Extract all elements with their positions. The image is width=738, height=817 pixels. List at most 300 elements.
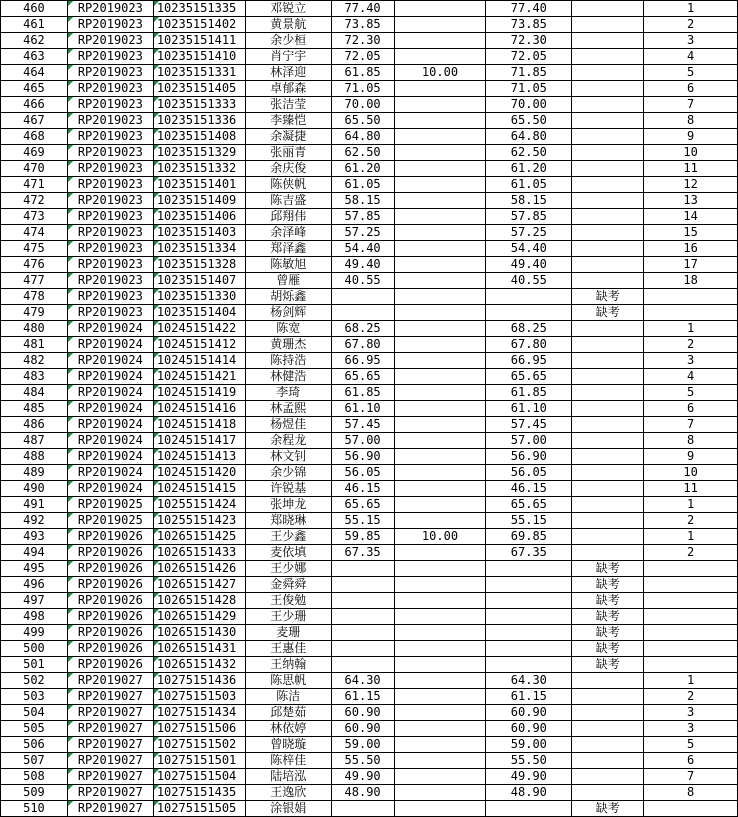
written-score-cell[interactable]: 61.15 — [331, 689, 394, 705]
row-index-cell[interactable]: 467 — [1, 113, 68, 129]
position-code-cell[interactable]: RP2019027 — [67, 753, 153, 769]
position-code-cell[interactable]: RP2019026 — [67, 529, 153, 545]
candidate-name-cell[interactable]: 杨剑辉 — [245, 305, 331, 321]
bonus-score-cell[interactable] — [394, 129, 486, 145]
position-code-cell[interactable]: RP2019027 — [67, 721, 153, 737]
remark-cell[interactable] — [572, 753, 644, 769]
total-score-cell[interactable]: 40.55 — [486, 273, 572, 289]
rank-cell[interactable]: 7 — [644, 417, 738, 433]
remark-cell[interactable] — [572, 209, 644, 225]
bonus-score-cell[interactable] — [394, 545, 486, 561]
ticket-number-cell[interactable]: 10245151418 — [153, 417, 245, 433]
rank-cell[interactable]: 1 — [644, 1, 738, 17]
written-score-cell[interactable]: 61.10 — [331, 401, 394, 417]
bonus-score-cell[interactable] — [394, 433, 486, 449]
ticket-number-cell[interactable]: 10235151405 — [153, 81, 245, 97]
written-score-cell[interactable]: 65.65 — [331, 369, 394, 385]
total-score-cell[interactable]: 55.50 — [486, 753, 572, 769]
position-code-cell[interactable]: RP2019027 — [67, 689, 153, 705]
total-score-cell[interactable]: 73.85 — [486, 17, 572, 33]
ticket-number-cell[interactable]: 10265151433 — [153, 545, 245, 561]
ticket-number-cell[interactable]: 10245151421 — [153, 369, 245, 385]
written-score-cell[interactable]: 49.40 — [331, 257, 394, 273]
row-index-cell[interactable]: 495 — [1, 561, 68, 577]
ticket-number-cell[interactable]: 10245151416 — [153, 401, 245, 417]
position-code-cell[interactable]: RP2019026 — [67, 545, 153, 561]
total-score-cell[interactable]: 55.15 — [486, 513, 572, 529]
remark-cell[interactable]: 缺考 — [572, 641, 644, 657]
position-code-cell[interactable]: RP2019027 — [67, 769, 153, 785]
rank-cell[interactable]: 3 — [644, 33, 738, 49]
remark-cell[interactable] — [572, 385, 644, 401]
position-code-cell[interactable]: RP2019026 — [67, 593, 153, 609]
total-score-cell[interactable]: 57.45 — [486, 417, 572, 433]
candidate-name-cell[interactable]: 林健浩 — [245, 369, 331, 385]
row-index-cell[interactable]: 501 — [1, 657, 68, 673]
total-score-cell[interactable] — [486, 289, 572, 305]
bonus-score-cell[interactable] — [394, 225, 486, 241]
candidate-name-cell[interactable]: 陈持浩 — [245, 353, 331, 369]
total-score-cell[interactable]: 70.00 — [486, 97, 572, 113]
remark-cell[interactable] — [572, 769, 644, 785]
row-index-cell[interactable]: 509 — [1, 785, 68, 801]
position-code-cell[interactable]: RP2019024 — [67, 321, 153, 337]
position-code-cell[interactable]: RP2019026 — [67, 657, 153, 673]
bonus-score-cell[interactable] — [394, 785, 486, 801]
total-score-cell[interactable]: 65.65 — [486, 497, 572, 513]
candidate-name-cell[interactable]: 王少娜 — [245, 561, 331, 577]
bonus-score-cell[interactable] — [394, 17, 486, 33]
position-code-cell[interactable]: RP2019025 — [67, 497, 153, 513]
rank-cell[interactable]: 2 — [644, 689, 738, 705]
candidate-name-cell[interactable]: 黄景航 — [245, 17, 331, 33]
rank-cell[interactable]: 13 — [644, 193, 738, 209]
total-score-cell[interactable]: 59.00 — [486, 737, 572, 753]
ticket-number-cell[interactable]: 10235151401 — [153, 177, 245, 193]
rank-cell[interactable]: 9 — [644, 449, 738, 465]
position-code-cell[interactable]: RP2019023 — [67, 1, 153, 17]
candidate-name-cell[interactable]: 余少桓 — [245, 33, 331, 49]
candidate-name-cell[interactable]: 李臻恺 — [245, 113, 331, 129]
row-index-cell[interactable]: 489 — [1, 465, 68, 481]
position-code-cell[interactable]: RP2019027 — [67, 801, 153, 817]
position-code-cell[interactable]: RP2019023 — [67, 49, 153, 65]
written-score-cell[interactable]: 57.85 — [331, 209, 394, 225]
row-index-cell[interactable]: 492 — [1, 513, 68, 529]
bonus-score-cell[interactable] — [394, 145, 486, 161]
ticket-number-cell[interactable]: 10275151506 — [153, 721, 245, 737]
remark-cell[interactable] — [572, 273, 644, 289]
rank-cell[interactable]: 16 — [644, 241, 738, 257]
rank-cell[interactable]: 10 — [644, 465, 738, 481]
position-code-cell[interactable]: RP2019024 — [67, 417, 153, 433]
written-score-cell[interactable]: 65.65 — [331, 497, 394, 513]
row-index-cell[interactable]: 483 — [1, 369, 68, 385]
row-index-cell[interactable]: 508 — [1, 769, 68, 785]
bonus-score-cell[interactable] — [394, 769, 486, 785]
written-score-cell[interactable]: 71.05 — [331, 81, 394, 97]
remark-cell[interactable] — [572, 369, 644, 385]
ticket-number-cell[interactable]: 10235151328 — [153, 257, 245, 273]
row-index-cell[interactable]: 486 — [1, 417, 68, 433]
total-score-cell[interactable]: 56.05 — [486, 465, 572, 481]
rank-cell[interactable]: 4 — [644, 49, 738, 65]
written-score-cell[interactable]: 64.80 — [331, 129, 394, 145]
written-score-cell[interactable]: 56.90 — [331, 449, 394, 465]
row-index-cell[interactable]: 490 — [1, 481, 68, 497]
written-score-cell[interactable]: 59.00 — [331, 737, 394, 753]
position-code-cell[interactable]: RP2019023 — [67, 305, 153, 321]
ticket-number-cell[interactable]: 10265151431 — [153, 641, 245, 657]
row-index-cell[interactable]: 481 — [1, 337, 68, 353]
ticket-number-cell[interactable]: 10275151435 — [153, 785, 245, 801]
total-score-cell[interactable]: 65.50 — [486, 113, 572, 129]
position-code-cell[interactable]: RP2019023 — [67, 33, 153, 49]
candidate-name-cell[interactable]: 余庆俊 — [245, 161, 331, 177]
written-score-cell[interactable]: 55.15 — [331, 513, 394, 529]
written-score-cell[interactable] — [331, 609, 394, 625]
ticket-number-cell[interactable]: 10235151404 — [153, 305, 245, 321]
bonus-score-cell[interactable] — [394, 705, 486, 721]
total-score-cell[interactable]: 49.90 — [486, 769, 572, 785]
bonus-score-cell[interactable] — [394, 401, 486, 417]
rank-cell[interactable]: 1 — [644, 497, 738, 513]
candidate-name-cell[interactable]: 邓锐立 — [245, 1, 331, 17]
bonus-score-cell[interactable] — [394, 385, 486, 401]
remark-cell[interactable]: 缺考 — [572, 657, 644, 673]
written-score-cell[interactable]: 46.15 — [331, 481, 394, 497]
row-index-cell[interactable]: 463 — [1, 49, 68, 65]
rank-cell[interactable] — [644, 305, 738, 321]
rank-cell[interactable]: 6 — [644, 401, 738, 417]
position-code-cell[interactable]: RP2019027 — [67, 785, 153, 801]
row-index-cell[interactable]: 469 — [1, 145, 68, 161]
ticket-number-cell[interactable]: 10275151501 — [153, 753, 245, 769]
candidate-name-cell[interactable]: 张丽青 — [245, 145, 331, 161]
bonus-score-cell[interactable] — [394, 1, 486, 17]
remark-cell[interactable] — [572, 321, 644, 337]
candidate-name-cell[interactable]: 余程龙 — [245, 433, 331, 449]
remark-cell[interactable] — [572, 465, 644, 481]
written-score-cell[interactable]: 57.00 — [331, 433, 394, 449]
rank-cell[interactable]: 3 — [644, 353, 738, 369]
row-index-cell[interactable]: 499 — [1, 625, 68, 641]
bonus-score-cell[interactable] — [394, 33, 486, 49]
ticket-number-cell[interactable]: 10235151331 — [153, 65, 245, 81]
written-score-cell[interactable] — [331, 305, 394, 321]
rank-cell[interactable]: 5 — [644, 737, 738, 753]
ticket-number-cell[interactable]: 10235151411 — [153, 33, 245, 49]
bonus-score-cell[interactable] — [394, 641, 486, 657]
position-code-cell[interactable]: RP2019027 — [67, 737, 153, 753]
remark-cell[interactable] — [572, 81, 644, 97]
candidate-name-cell[interactable]: 麦依填 — [245, 545, 331, 561]
written-score-cell[interactable]: 61.20 — [331, 161, 394, 177]
candidate-name-cell[interactable]: 曾晓璇 — [245, 737, 331, 753]
candidate-name-cell[interactable]: 余泽峰 — [245, 225, 331, 241]
ticket-number-cell[interactable]: 10235151336 — [153, 113, 245, 129]
rank-cell[interactable] — [644, 641, 738, 657]
total-score-cell[interactable]: 77.40 — [486, 1, 572, 17]
remark-cell[interactable] — [572, 337, 644, 353]
bonus-score-cell[interactable] — [394, 337, 486, 353]
rank-cell[interactable] — [644, 593, 738, 609]
candidate-name-cell[interactable]: 王少鑫 — [245, 529, 331, 545]
written-score-cell[interactable]: 72.05 — [331, 49, 394, 65]
position-code-cell[interactable]: RP2019027 — [67, 705, 153, 721]
written-score-cell[interactable] — [331, 289, 394, 305]
bonus-score-cell[interactable] — [394, 737, 486, 753]
rank-cell[interactable]: 1 — [644, 321, 738, 337]
remark-cell[interactable]: 缺考 — [572, 305, 644, 321]
ticket-number-cell[interactable]: 10235151410 — [153, 49, 245, 65]
rank-cell[interactable] — [644, 289, 738, 305]
written-score-cell[interactable] — [331, 625, 394, 641]
remark-cell[interactable] — [572, 177, 644, 193]
bonus-score-cell[interactable]: 10.00 — [394, 529, 486, 545]
bonus-score-cell[interactable] — [394, 289, 486, 305]
remark-cell[interactable] — [572, 785, 644, 801]
row-index-cell[interactable]: 473 — [1, 209, 68, 225]
remark-cell[interactable] — [572, 417, 644, 433]
position-code-cell[interactable]: RP2019023 — [67, 225, 153, 241]
row-index-cell[interactable]: 472 — [1, 193, 68, 209]
ticket-number-cell[interactable]: 10245151417 — [153, 433, 245, 449]
rank-cell[interactable]: 11 — [644, 161, 738, 177]
row-index-cell[interactable]: 464 — [1, 65, 68, 81]
candidate-name-cell[interactable]: 张坤龙 — [245, 497, 331, 513]
total-score-cell[interactable] — [486, 801, 572, 817]
row-index-cell[interactable]: 471 — [1, 177, 68, 193]
written-score-cell[interactable]: 48.90 — [331, 785, 394, 801]
position-code-cell[interactable]: RP2019026 — [67, 641, 153, 657]
ticket-number-cell[interactable]: 10235151409 — [153, 193, 245, 209]
remark-cell[interactable] — [572, 17, 644, 33]
position-code-cell[interactable]: RP2019026 — [67, 577, 153, 593]
bonus-score-cell[interactable] — [394, 577, 486, 593]
row-index-cell[interactable]: 474 — [1, 225, 68, 241]
written-score-cell[interactable] — [331, 657, 394, 673]
position-code-cell[interactable]: RP2019024 — [67, 449, 153, 465]
total-score-cell[interactable]: 68.25 — [486, 321, 572, 337]
position-code-cell[interactable]: RP2019026 — [67, 609, 153, 625]
position-code-cell[interactable]: RP2019026 — [67, 561, 153, 577]
candidate-name-cell[interactable]: 曾雁 — [245, 273, 331, 289]
total-score-cell[interactable]: 57.00 — [486, 433, 572, 449]
bonus-score-cell[interactable] — [394, 369, 486, 385]
row-index-cell[interactable]: 500 — [1, 641, 68, 657]
position-code-cell[interactable]: RP2019023 — [67, 129, 153, 145]
total-score-cell[interactable] — [486, 593, 572, 609]
candidate-name-cell[interactable]: 余少锦 — [245, 465, 331, 481]
position-code-cell[interactable]: RP2019024 — [67, 385, 153, 401]
rank-cell[interactable]: 2 — [644, 545, 738, 561]
rank-cell[interactable]: 6 — [644, 753, 738, 769]
candidate-name-cell[interactable]: 王逸欣 — [245, 785, 331, 801]
rank-cell[interactable]: 18 — [644, 273, 738, 289]
candidate-name-cell[interactable]: 卓郁森 — [245, 81, 331, 97]
written-score-cell[interactable]: 57.25 — [331, 225, 394, 241]
written-score-cell[interactable]: 77.40 — [331, 1, 394, 17]
total-score-cell[interactable]: 60.90 — [486, 721, 572, 737]
ticket-number-cell[interactable]: 10235151335 — [153, 1, 245, 17]
rank-cell[interactable]: 8 — [644, 113, 738, 129]
ticket-number-cell[interactable]: 10235151333 — [153, 97, 245, 113]
rank-cell[interactable]: 2 — [644, 513, 738, 529]
candidate-name-cell[interactable]: 邱楚茹 — [245, 705, 331, 721]
row-index-cell[interactable]: 476 — [1, 257, 68, 273]
position-code-cell[interactable]: RP2019023 — [67, 81, 153, 97]
row-index-cell[interactable]: 510 — [1, 801, 68, 817]
written-score-cell[interactable]: 59.85 — [331, 529, 394, 545]
rank-cell[interactable]: 9 — [644, 129, 738, 145]
bonus-score-cell[interactable] — [394, 97, 486, 113]
bonus-score-cell[interactable] — [394, 673, 486, 689]
rank-cell[interactable]: 7 — [644, 97, 738, 113]
rank-cell[interactable]: 1 — [644, 529, 738, 545]
written-score-cell[interactable]: 66.95 — [331, 353, 394, 369]
written-score-cell[interactable]: 61.85 — [331, 385, 394, 401]
total-score-cell[interactable] — [486, 561, 572, 577]
rank-cell[interactable]: 2 — [644, 337, 738, 353]
candidate-name-cell[interactable]: 陈梓佳 — [245, 753, 331, 769]
rank-cell[interactable]: 15 — [644, 225, 738, 241]
ticket-number-cell[interactable]: 10245151414 — [153, 353, 245, 369]
row-index-cell[interactable]: 497 — [1, 593, 68, 609]
written-score-cell[interactable] — [331, 641, 394, 657]
remark-cell[interactable] — [572, 449, 644, 465]
bonus-score-cell[interactable] — [394, 113, 486, 129]
total-score-cell[interactable]: 58.15 — [486, 193, 572, 209]
candidate-name-cell[interactable]: 陈宽 — [245, 321, 331, 337]
row-index-cell[interactable]: 505 — [1, 721, 68, 737]
remark-cell[interactable] — [572, 689, 644, 705]
total-score-cell[interactable]: 72.30 — [486, 33, 572, 49]
candidate-name-cell[interactable]: 王惠佳 — [245, 641, 331, 657]
ticket-number-cell[interactable]: 10245151420 — [153, 465, 245, 481]
position-code-cell[interactable]: RP2019027 — [67, 673, 153, 689]
written-score-cell[interactable] — [331, 593, 394, 609]
bonus-score-cell[interactable]: 10.00 — [394, 65, 486, 81]
candidate-name-cell[interactable]: 王纳翰 — [245, 657, 331, 673]
bonus-score-cell[interactable] — [394, 593, 486, 609]
rank-cell[interactable]: 8 — [644, 433, 738, 449]
written-score-cell[interactable]: 60.90 — [331, 721, 394, 737]
rank-cell[interactable]: 10 — [644, 145, 738, 161]
written-score-cell[interactable]: 61.85 — [331, 65, 394, 81]
written-score-cell[interactable]: 72.30 — [331, 33, 394, 49]
ticket-number-cell[interactable]: 10235151403 — [153, 225, 245, 241]
remark-cell[interactable] — [572, 401, 644, 417]
ticket-number-cell[interactable]: 10265151430 — [153, 625, 245, 641]
remark-cell[interactable] — [572, 529, 644, 545]
ticket-number-cell[interactable]: 10235151408 — [153, 129, 245, 145]
remark-cell[interactable] — [572, 1, 644, 17]
row-index-cell[interactable]: 462 — [1, 33, 68, 49]
candidate-name-cell[interactable]: 涂银娟 — [245, 801, 331, 817]
candidate-name-cell[interactable]: 李琦 — [245, 385, 331, 401]
remark-cell[interactable] — [572, 433, 644, 449]
candidate-name-cell[interactable]: 郑晓琳 — [245, 513, 331, 529]
remark-cell[interactable] — [572, 161, 644, 177]
candidate-name-cell[interactable]: 林文钊 — [245, 449, 331, 465]
ticket-number-cell[interactable]: 10265151428 — [153, 593, 245, 609]
ticket-number-cell[interactable]: 10255151423 — [153, 513, 245, 529]
row-index-cell[interactable]: 485 — [1, 401, 68, 417]
candidate-name-cell[interactable]: 陈思帆 — [245, 673, 331, 689]
candidate-name-cell[interactable]: 邱翔伟 — [245, 209, 331, 225]
position-code-cell[interactable]: RP2019023 — [67, 65, 153, 81]
total-score-cell[interactable] — [486, 305, 572, 321]
rank-cell[interactable]: 12 — [644, 177, 738, 193]
candidate-name-cell[interactable]: 郑泽鑫 — [245, 241, 331, 257]
total-score-cell[interactable]: 49.40 — [486, 257, 572, 273]
position-code-cell[interactable]: RP2019023 — [67, 209, 153, 225]
total-score-cell[interactable]: 67.80 — [486, 337, 572, 353]
row-index-cell[interactable]: 507 — [1, 753, 68, 769]
rank-cell[interactable] — [644, 657, 738, 673]
total-score-cell[interactable]: 61.85 — [486, 385, 572, 401]
candidate-name-cell[interactable]: 林依婷 — [245, 721, 331, 737]
row-index-cell[interactable]: 493 — [1, 529, 68, 545]
position-code-cell[interactable]: RP2019023 — [67, 177, 153, 193]
total-score-cell[interactable]: 71.05 — [486, 81, 572, 97]
rank-cell[interactable]: 8 — [644, 785, 738, 801]
ticket-number-cell[interactable]: 10235151332 — [153, 161, 245, 177]
candidate-name-cell[interactable]: 张洁莹 — [245, 97, 331, 113]
total-score-cell[interactable]: 62.50 — [486, 145, 572, 161]
bonus-score-cell[interactable] — [394, 721, 486, 737]
candidate-name-cell[interactable]: 杨煜佳 — [245, 417, 331, 433]
ticket-number-cell[interactable]: 10275151436 — [153, 673, 245, 689]
total-score-cell[interactable]: 54.40 — [486, 241, 572, 257]
total-score-cell[interactable]: 65.65 — [486, 369, 572, 385]
candidate-name-cell[interactable]: 林孟熙 — [245, 401, 331, 417]
remark-cell[interactable] — [572, 113, 644, 129]
ticket-number-cell[interactable]: 10245151419 — [153, 385, 245, 401]
written-score-cell[interactable]: 49.90 — [331, 769, 394, 785]
ticket-number-cell[interactable]: 10245151422 — [153, 321, 245, 337]
row-index-cell[interactable]: 465 — [1, 81, 68, 97]
bonus-score-cell[interactable] — [394, 305, 486, 321]
written-score-cell[interactable]: 65.50 — [331, 113, 394, 129]
total-score-cell[interactable]: 57.85 — [486, 209, 572, 225]
bonus-score-cell[interactable] — [394, 353, 486, 369]
ticket-number-cell[interactable]: 10235151402 — [153, 17, 245, 33]
bonus-score-cell[interactable] — [394, 417, 486, 433]
candidate-name-cell[interactable]: 胡烁鑫 — [245, 289, 331, 305]
remark-cell[interactable] — [572, 497, 644, 513]
bonus-score-cell[interactable] — [394, 689, 486, 705]
rank-cell[interactable] — [644, 561, 738, 577]
written-score-cell[interactable] — [331, 577, 394, 593]
total-score-cell[interactable]: 46.15 — [486, 481, 572, 497]
candidate-name-cell[interactable]: 余凝捷 — [245, 129, 331, 145]
row-index-cell[interactable]: 502 — [1, 673, 68, 689]
remark-cell[interactable]: 缺考 — [572, 609, 644, 625]
bonus-score-cell[interactable] — [394, 321, 486, 337]
total-score-cell[interactable]: 72.05 — [486, 49, 572, 65]
bonus-score-cell[interactable] — [394, 193, 486, 209]
written-score-cell[interactable]: 70.00 — [331, 97, 394, 113]
row-index-cell[interactable]: 496 — [1, 577, 68, 593]
position-code-cell[interactable]: RP2019023 — [67, 193, 153, 209]
total-score-cell[interactable]: 64.30 — [486, 673, 572, 689]
row-index-cell[interactable]: 478 — [1, 289, 68, 305]
bonus-score-cell[interactable] — [394, 481, 486, 497]
rank-cell[interactable] — [644, 609, 738, 625]
written-score-cell[interactable]: 67.35 — [331, 545, 394, 561]
